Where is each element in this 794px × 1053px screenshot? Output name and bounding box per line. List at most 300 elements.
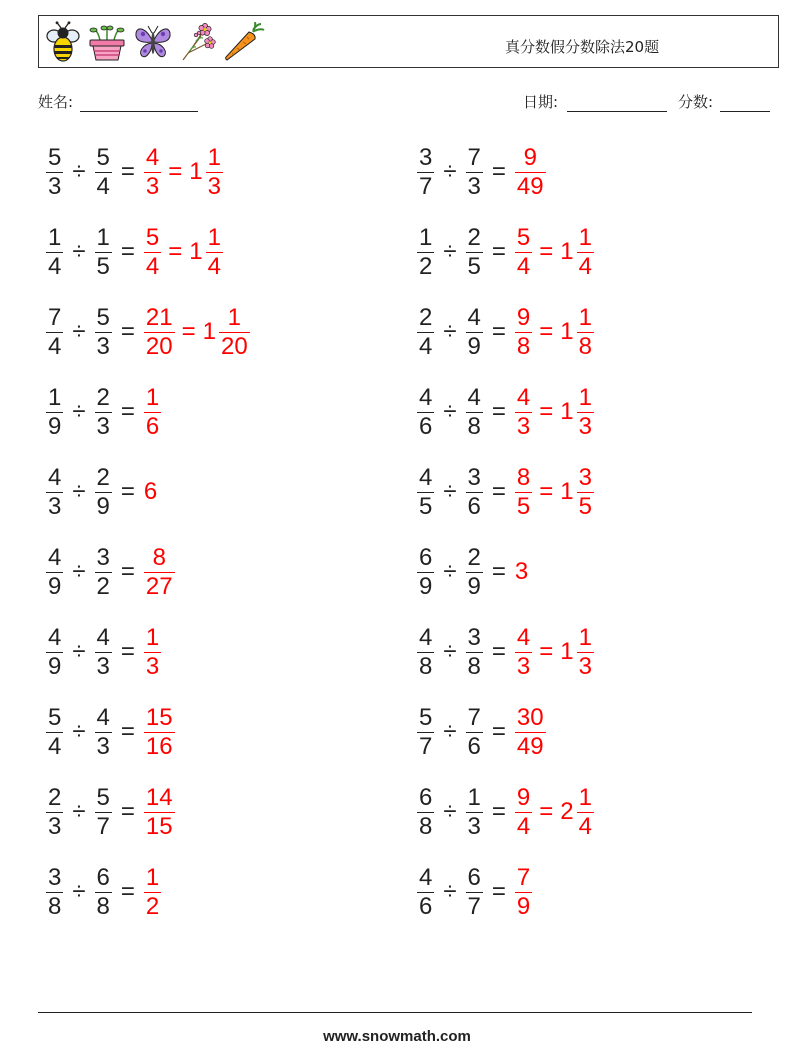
answer-fraction-denominator: 49 <box>516 732 544 760</box>
answer-fraction <box>144 544 175 601</box>
dividend-fraction-denominator: 7 <box>419 172 433 200</box>
answer-fraction-numerator: 4 <box>516 623 531 651</box>
dividend-fraction-numerator: 2 <box>48 783 62 811</box>
divide-sign: ÷ <box>72 398 86 425</box>
divisor-fraction-denominator: 5 <box>467 252 481 280</box>
problem-row <box>46 532 406 612</box>
mixed-whole-part: 1 <box>189 158 203 185</box>
header-icons <box>45 21 265 63</box>
divisor-fraction <box>466 864 483 921</box>
divisor-fraction-denominator: 3 <box>96 412 110 440</box>
problem-row <box>417 452 777 532</box>
dividend-fraction-denominator: 4 <box>419 332 433 360</box>
mixed-number-answer <box>560 464 594 521</box>
equals-sign: = <box>120 398 135 425</box>
divisor-fraction-numerator: 6 <box>96 863 110 891</box>
worksheet-title: 真分数假分数除法20题 <box>505 38 660 56</box>
dividend-fraction-numerator: 6 <box>419 783 433 811</box>
equals-sign: = <box>491 318 506 345</box>
mixed-fraction-part-denominator: 4 <box>578 252 592 280</box>
dividend-fraction-denominator: 8 <box>419 812 433 840</box>
dividend-fraction-numerator: 3 <box>48 863 62 891</box>
answer-fraction-denominator: 5 <box>516 492 531 520</box>
divisor-fraction-numerator: 2 <box>96 463 110 491</box>
divisor-fraction-numerator: 4 <box>467 383 481 411</box>
equals-sign: = <box>120 318 135 345</box>
equals-sign: = <box>491 718 506 745</box>
dividend-fraction-denominator: 8 <box>48 892 62 920</box>
dividend-fraction <box>417 544 434 601</box>
equals-sign: = <box>491 238 506 265</box>
mixed-number-answer <box>189 144 223 201</box>
problem-row <box>417 612 777 692</box>
dividend-fraction-denominator: 3 <box>48 172 62 200</box>
answer-fraction <box>144 384 161 441</box>
equals-sign: = <box>120 798 135 825</box>
equals-sign: = <box>120 558 135 585</box>
divisor-fraction-denominator: 9 <box>467 572 481 600</box>
mixed-fraction-part-numerator: 1 <box>578 623 592 651</box>
dividend-fraction-numerator: 5 <box>48 143 62 171</box>
divisor-fraction <box>466 384 483 441</box>
dividend-fraction-denominator: 3 <box>48 812 62 840</box>
divisor-fraction-numerator: 5 <box>96 303 110 331</box>
mixed-fraction-part <box>219 304 250 361</box>
mixed-fraction-part <box>577 384 594 441</box>
mixed-whole-part: 1 <box>202 318 216 345</box>
mixed-number-answer <box>203 304 250 361</box>
dividend-fraction <box>46 304 63 361</box>
answer-fraction-denominator: 20 <box>145 332 173 360</box>
flowers-icon <box>179 22 217 62</box>
dividend-fraction <box>46 224 63 281</box>
mixed-fraction-part-denominator: 3 <box>207 172 221 200</box>
carrot-icon <box>223 22 265 62</box>
divide-sign: ÷ <box>72 158 86 185</box>
dividend-fraction-denominator: 4 <box>48 332 62 360</box>
flower-pot-icon <box>87 22 127 62</box>
dividend-fraction-denominator: 7 <box>419 732 433 760</box>
dividend-fraction-denominator: 4 <box>48 732 62 760</box>
mixed-whole-part: 1 <box>560 318 574 345</box>
divisor-fraction <box>95 144 112 201</box>
divisor-fraction-denominator: 8 <box>96 892 110 920</box>
answer-fraction-denominator: 15 <box>145 812 173 840</box>
dividend-fraction-numerator: 4 <box>48 623 62 651</box>
score-label: 分数: <box>678 93 714 111</box>
divisor-fraction <box>95 864 112 921</box>
answer-fraction-denominator: 6 <box>145 412 160 440</box>
equals-sign: = <box>491 878 506 905</box>
equals-sign: = <box>491 398 506 425</box>
mixed-equals-sign: = <box>539 798 554 825</box>
date-blank-line <box>567 93 667 112</box>
mixed-fraction-part <box>577 224 594 281</box>
divisor-fraction-numerator: 6 <box>467 863 481 891</box>
dividend-fraction-numerator: 4 <box>48 543 62 571</box>
problem-row <box>46 292 406 372</box>
name-label: 姓名: <box>38 93 74 111</box>
divide-sign: ÷ <box>443 238 457 265</box>
divisor-fraction-numerator: 3 <box>467 623 481 651</box>
divide-sign: ÷ <box>443 478 457 505</box>
divisor-fraction-denominator: 9 <box>467 332 481 360</box>
problem-row <box>417 132 777 212</box>
divisor-fraction-denominator: 6 <box>467 732 481 760</box>
answer-fraction-denominator: 4 <box>516 812 531 840</box>
divisor-fraction-denominator: 3 <box>467 812 481 840</box>
equals-sign: = <box>491 638 506 665</box>
mixed-fraction-part-denominator: 4 <box>578 812 592 840</box>
divisor-fraction-numerator: 2 <box>467 223 481 251</box>
problem-row <box>417 212 777 292</box>
mixed-fraction-part <box>206 224 223 281</box>
bee-icon <box>45 21 81 63</box>
divisor-fraction <box>466 544 483 601</box>
dividend-fraction-denominator: 4 <box>48 252 62 280</box>
dividend-fraction-numerator: 5 <box>48 703 62 731</box>
divisor-fraction-denominator: 8 <box>467 412 481 440</box>
divisor-fraction-denominator: 9 <box>96 492 110 520</box>
answer-fraction-numerator: 9 <box>515 144 546 173</box>
problem-row <box>417 772 777 852</box>
mixed-equals-sign: = <box>539 238 554 265</box>
footer-site-link[interactable]: www.snowmath.com <box>323 1028 471 1045</box>
answer-fraction-numerator: 9 <box>516 303 531 331</box>
mixed-equals-sign: = <box>539 478 554 505</box>
mixed-whole-part: 1 <box>560 638 574 665</box>
dividend-fraction-denominator: 9 <box>48 572 62 600</box>
mixed-equals-sign: = <box>539 398 554 425</box>
answer-fraction-numerator: 8 <box>144 544 175 573</box>
equals-sign: = <box>491 158 506 185</box>
dividend-fraction-numerator: 1 <box>419 223 433 251</box>
divisor-fraction-denominator: 6 <box>467 492 481 520</box>
divisor-fraction <box>95 784 112 841</box>
answer-fraction <box>144 784 175 841</box>
answer-fraction-numerator: 15 <box>145 703 173 731</box>
mixed-equals-sign: = <box>168 158 183 185</box>
divide-sign: ÷ <box>72 318 86 345</box>
mixed-number-answer <box>560 784 594 841</box>
mixed-fraction-part-numerator: 1 <box>207 143 221 171</box>
mixed-number-answer <box>560 224 594 281</box>
equals-sign: = <box>120 718 135 745</box>
mixed-number-answer <box>189 224 223 281</box>
answer-fraction-denominator: 8 <box>516 332 531 360</box>
divisor-fraction-denominator: 3 <box>96 652 110 680</box>
dividend-fraction <box>417 384 434 441</box>
mixed-fraction-part-numerator: 1 <box>578 783 592 811</box>
divisor-fraction <box>95 464 112 521</box>
divisor-fraction-denominator: 7 <box>96 812 110 840</box>
mixed-whole-part: 2 <box>560 798 574 825</box>
mixed-fraction-part-denominator: 3 <box>578 652 592 680</box>
divide-sign: ÷ <box>443 558 457 585</box>
butterfly-icon <box>133 22 173 62</box>
answer-fraction-numerator: 21 <box>145 303 173 331</box>
dividend-fraction-numerator: 1 <box>48 223 62 251</box>
answer-fraction-numerator: 4 <box>516 383 531 411</box>
mixed-fraction-part-denominator: 3 <box>578 412 592 440</box>
mixed-equals-sign: = <box>181 318 196 345</box>
problem-row <box>46 372 406 452</box>
divisor-fraction-numerator: 5 <box>96 143 110 171</box>
divide-sign: ÷ <box>443 318 457 345</box>
mixed-fraction-part-numerator: 1 <box>578 383 592 411</box>
divisor-fraction-numerator: 5 <box>96 783 110 811</box>
dividend-fraction-numerator: 4 <box>419 463 433 491</box>
answer-fraction-denominator: 4 <box>516 252 531 280</box>
divisor-fraction <box>466 464 483 521</box>
mixed-whole-part: 1 <box>560 478 574 505</box>
divisor-fraction <box>95 624 112 681</box>
answer-fraction-denominator: 9 <box>516 892 531 920</box>
equals-sign: = <box>120 158 135 185</box>
problem-row <box>417 292 777 372</box>
dividend-fraction-denominator: 6 <box>419 412 433 440</box>
dividend-fraction-numerator: 3 <box>419 143 433 171</box>
mixed-fraction-part-numerator: 1 <box>578 223 592 251</box>
answer-fraction-numerator: 4 <box>145 143 160 171</box>
divisor-fraction-denominator: 8 <box>467 652 481 680</box>
answer-fraction-numerator: 5 <box>145 223 160 251</box>
divisor-fraction-numerator: 4 <box>467 303 481 331</box>
divisor-fraction <box>466 144 483 201</box>
divide-sign: ÷ <box>443 718 457 745</box>
divisor-fraction <box>466 784 483 841</box>
mixed-fraction-part-numerator: 1 <box>219 304 250 333</box>
problem-row <box>417 372 777 452</box>
mixed-fraction-part-numerator: 1 <box>578 303 592 331</box>
problem-row <box>417 532 777 612</box>
equals-sign: = <box>491 558 506 585</box>
dividend-fraction <box>46 784 63 841</box>
answer-fraction-numerator: 1 <box>145 623 160 651</box>
dividend-fraction <box>417 224 434 281</box>
answer-fraction-numerator: 9 <box>516 783 531 811</box>
dividend-fraction-denominator: 8 <box>419 652 433 680</box>
answer-fraction-denominator: 3 <box>145 652 160 680</box>
mixed-number-answer <box>560 304 594 361</box>
divisor-fraction-denominator: 4 <box>96 172 110 200</box>
answer-fraction-numerator: 7 <box>516 863 531 891</box>
answer-fraction <box>515 784 532 841</box>
equals-sign: = <box>491 798 506 825</box>
divide-sign: ÷ <box>72 558 86 585</box>
divisor-fraction <box>95 704 112 761</box>
divide-sign: ÷ <box>72 238 86 265</box>
divide-sign: ÷ <box>72 798 86 825</box>
mixed-fraction-part <box>577 464 594 521</box>
answer-integer: 3 <box>514 558 529 585</box>
footer-divider <box>38 1012 752 1013</box>
dividend-fraction <box>46 624 63 681</box>
divide-sign: ÷ <box>443 878 457 905</box>
equals-sign: = <box>120 478 135 505</box>
answer-fraction <box>515 224 532 281</box>
mixed-number-answer <box>560 624 594 681</box>
answer-fraction-numerator: 14 <box>145 783 173 811</box>
problem-column-right <box>417 132 777 932</box>
divisor-fraction <box>95 544 112 601</box>
dividend-fraction <box>417 304 434 361</box>
divide-sign: ÷ <box>72 718 86 745</box>
mixed-fraction-part <box>206 144 223 201</box>
problem-column-left <box>46 132 406 932</box>
mixed-fraction-part-denominator: 5 <box>578 492 592 520</box>
divisor-fraction-numerator: 7 <box>467 703 481 731</box>
divisor-fraction-numerator: 2 <box>467 543 481 571</box>
dividend-fraction <box>417 464 434 521</box>
dividend-fraction-denominator: 9 <box>48 652 62 680</box>
divisor-fraction-numerator: 3 <box>467 463 481 491</box>
divisor-fraction-numerator: 7 <box>467 143 481 171</box>
dividend-fraction-denominator: 9 <box>419 572 433 600</box>
dividend-fraction <box>417 784 434 841</box>
dividend-fraction-numerator: 4 <box>419 383 433 411</box>
divisor-fraction-denominator: 7 <box>467 892 481 920</box>
dividend-fraction-numerator: 1 <box>48 383 62 411</box>
name-blank-line <box>80 93 198 112</box>
answer-fraction-denominator: 27 <box>145 572 173 600</box>
mixed-whole-part: 1 <box>560 398 574 425</box>
equals-sign: = <box>491 478 506 505</box>
answer-fraction <box>144 864 161 921</box>
dividend-fraction <box>417 864 434 921</box>
answer-fraction <box>144 624 161 681</box>
answer-fraction-denominator: 3 <box>516 652 531 680</box>
answer-fraction <box>515 144 546 201</box>
dividend-fraction-numerator: 4 <box>419 623 433 651</box>
answer-fraction <box>515 624 532 681</box>
problem-row <box>46 612 406 692</box>
dividend-fraction-denominator: 2 <box>419 252 433 280</box>
answer-integer: 6 <box>143 478 158 505</box>
dividend-fraction <box>46 864 63 921</box>
divisor-fraction-numerator: 1 <box>467 783 481 811</box>
answer-fraction-denominator: 16 <box>145 732 173 760</box>
problem-row <box>46 132 406 212</box>
answer-fraction-denominator: 4 <box>145 252 160 280</box>
answer-fraction-denominator: 3 <box>145 172 160 200</box>
divisor-fraction-numerator: 3 <box>96 543 110 571</box>
dividend-fraction-numerator: 7 <box>48 303 62 331</box>
answer-fraction-numerator: 8 <box>516 463 531 491</box>
divisor-fraction <box>466 304 483 361</box>
divisor-fraction-numerator: 4 <box>96 703 110 731</box>
divisor-fraction <box>95 304 112 361</box>
answer-fraction-numerator: 30 <box>516 703 544 731</box>
equals-sign: = <box>120 238 135 265</box>
mixed-fraction-part-denominator: 4 <box>207 252 221 280</box>
divisor-fraction-numerator: 4 <box>96 623 110 651</box>
dividend-fraction <box>46 144 63 201</box>
answer-fraction <box>515 304 532 361</box>
divide-sign: ÷ <box>443 638 457 665</box>
dividend-fraction <box>46 704 63 761</box>
divisor-fraction-denominator: 5 <box>96 252 110 280</box>
mixed-whole-part: 1 <box>189 238 203 265</box>
problem-row <box>46 772 406 852</box>
mixed-fraction-part-numerator: 3 <box>578 463 592 491</box>
dividend-fraction <box>46 464 63 521</box>
mixed-fraction-part-denominator: 8 <box>578 332 592 360</box>
dividend-fraction-denominator: 3 <box>48 492 62 520</box>
answer-fraction-denominator: 3 <box>516 412 531 440</box>
answer-fraction <box>515 464 532 521</box>
answer-fraction <box>515 384 532 441</box>
mixed-fraction-part-denominator: 20 <box>220 332 248 360</box>
equals-sign: = <box>120 638 135 665</box>
dividend-fraction <box>46 384 63 441</box>
problem-row <box>46 692 406 772</box>
worksheet-header <box>38 15 779 68</box>
mixed-fraction-part <box>577 784 594 841</box>
divide-sign: ÷ <box>443 158 457 185</box>
dividend-fraction-numerator: 6 <box>419 543 433 571</box>
divisor-fraction <box>95 224 112 281</box>
mixed-fraction-part <box>577 304 594 361</box>
dividend-fraction <box>46 544 63 601</box>
dividend-fraction-numerator: 2 <box>419 303 433 331</box>
mixed-equals-sign: = <box>168 238 183 265</box>
answer-fraction <box>144 304 175 361</box>
dividend-fraction-denominator: 9 <box>48 412 62 440</box>
problem-row <box>46 212 406 292</box>
problem-row <box>46 452 406 532</box>
divisor-fraction-numerator: 1 <box>96 223 110 251</box>
divide-sign: ÷ <box>443 798 457 825</box>
divide-sign: ÷ <box>443 398 457 425</box>
answer-fraction-numerator: 5 <box>516 223 531 251</box>
divisor-fraction <box>466 224 483 281</box>
problem-row <box>46 852 406 932</box>
answer-fraction <box>515 704 546 761</box>
mixed-equals-sign: = <box>539 318 554 345</box>
date-label: 日期: <box>523 93 559 111</box>
problem-row <box>417 692 777 772</box>
dividend-fraction-numerator: 4 <box>419 863 433 891</box>
divide-sign: ÷ <box>72 638 86 665</box>
divisor-fraction-denominator: 3 <box>96 332 110 360</box>
divisor-fraction-denominator: 2 <box>96 572 110 600</box>
mixed-number-answer <box>560 384 594 441</box>
mixed-whole-part: 1 <box>560 238 574 265</box>
equals-sign: = <box>120 878 135 905</box>
divide-sign: ÷ <box>72 478 86 505</box>
dividend-fraction-denominator: 6 <box>419 892 433 920</box>
divisor-fraction-denominator: 3 <box>467 172 481 200</box>
mixed-fraction-part-numerator: 1 <box>207 223 221 251</box>
dividend-fraction <box>417 704 434 761</box>
dividend-fraction-numerator: 4 <box>48 463 62 491</box>
answer-fraction <box>144 144 161 201</box>
divisor-fraction-numerator: 2 <box>96 383 110 411</box>
answer-fraction <box>515 864 532 921</box>
divisor-fraction <box>95 384 112 441</box>
dividend-fraction <box>417 144 434 201</box>
dividend-fraction-denominator: 5 <box>419 492 433 520</box>
divide-sign: ÷ <box>72 878 86 905</box>
answer-fraction <box>144 224 161 281</box>
divisor-fraction <box>466 704 483 761</box>
mixed-fraction-part <box>577 624 594 681</box>
divisor-fraction <box>466 624 483 681</box>
answer-fraction-numerator: 1 <box>145 383 160 411</box>
answer-fraction-numerator: 1 <box>145 863 160 891</box>
answer-fraction <box>144 704 175 761</box>
